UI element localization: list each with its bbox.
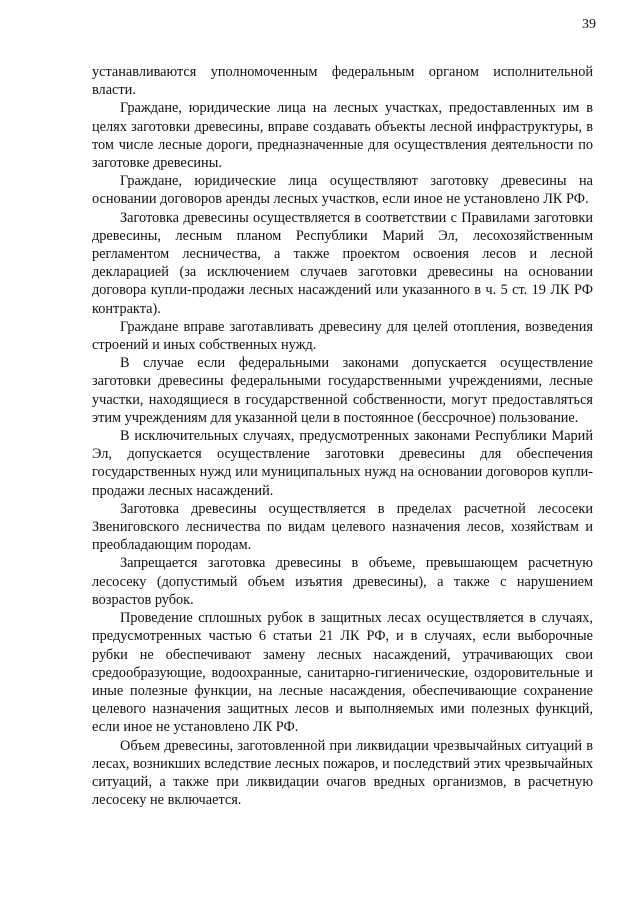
paragraph-federal-institutions: В случае если федеральными законами допускается осуществление заготовки древесины федеральными государственными учреждениями, лесные участки, находящиеся в государственной собственности, могут предоставляться этим учреждениям для указанной цели в постоянное (бессрочное) пользование.	[92, 355, 593, 426]
paragraph-exceptional-cases: В исключительных случаях, предусмотренных законами Республики Марий Эл, допускается осуществление заготовки древесины для обеспечения государственных нужд или муниципальных нужд на основании договоров купли-продажи лесных насаждений.	[92, 428, 593, 499]
page-number: 39	[582, 17, 596, 32]
paragraph-clear-cutting: Проведение сплошных рубок в защитных лесах осуществляется в случаях, предусмотренных частью 6 статьи 21 ЛК РФ, и в случаях, если выборочные рубки не обеспечивают замену лесных насаждений, утрачивающих свои средообразующие, водоохранные, санитарно-гигиенические, оздоровительные и иные полезные функции, на лесные насаждения, обеспечивающие сохранение целевого назначения защитных лесов и выполняемых ими полезных функций, если иное не установлено ЛК РФ.	[92, 610, 593, 736]
paragraph-prohibition: Запрещается заготовка древесины в объеме, превышающем расчетную лесосеку (допустимый объем изъятия древесины), а также с нарушением возрастов рубок.	[92, 555, 593, 608]
paragraph-infrastructure: Граждане, юридические лица на лесных участках, предоставленных им в целях заготовки древесины, вправе создавать объекты лесной инфраструктуры, в том числе лесные дороги, предназначенные для осуществления деятельности по заготовке древесины.	[92, 100, 593, 172]
paragraph-continuation: устанавливаются уполномоченным федеральным органом исполнительной власти.	[92, 64, 593, 99]
paragraph-citizen-needs: Граждане вправе заготавливать древесину для целей отопления, возведения строений и иных собственных нужд.	[92, 318, 593, 354]
paragraph-harvesting-rules: Заготовка древесины осуществляется в соответствии с Правилами заготовки древесины, лесным планом Республики Марий Эл, лесохозяйственным регламентом лесничества, а также проектом освоения лесов и лесной декларацией (за исключением случаев заготовки древесины на основании договора купли-продажи лесных насаждений или указанного в ч. 5 ст. 19 ЛК РФ контракта).	[92, 209, 593, 317]
document-body	[92, 63, 593, 809]
paragraph-lease-agreements: Граждане, юридические лица осуществляют заготовку древесины на основании договоров аренды лесных участков, если иное не установлено ЛК РФ.	[92, 173, 593, 208]
paragraph-allowable-cut: Заготовка древесины осуществляется в пределах расчетной лесосеки Звениговского лесничества по видам целевого назначения лесов, хозяйствам и преобладающим породам.	[92, 500, 593, 554]
paragraph-emergency-volume: Объем древесины, заготовленной при ликвидации чрезвычайных ситуаций в лесах, возникших вследствие лесных пожаров, и последствий этих чрезвычайных ситуаций, а также при ликвидации очагов вредных организмов, в расчетную лесосеку не включается.	[92, 737, 593, 809]
